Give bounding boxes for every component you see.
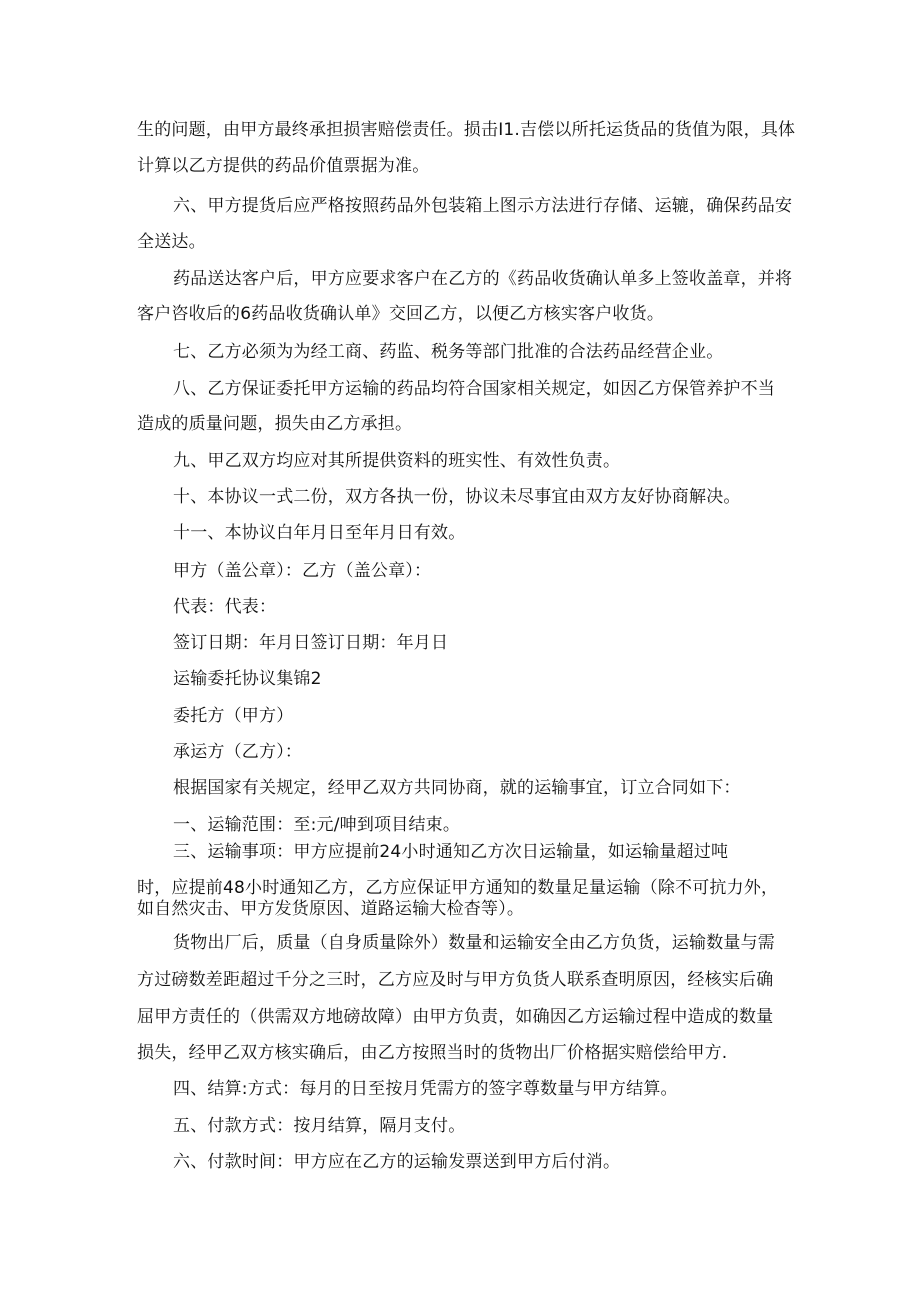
text-line: 六、付款时间：甲方应在乙方的运输发票送到甲方后付消。	[173, 1152, 621, 1172]
text-line: 计算以乙方提供的药品价值票据为准。	[137, 156, 430, 176]
text-line: 代表：代表：	[173, 597, 277, 617]
text-line: 十、本协议一式二份，双方各执一份，协议未尽事宜由双方友好协商解决。	[173, 487, 741, 507]
text-line: 七、乙方必须为为经工商、药监、税务等部门批准的合法药品经营企业。	[173, 342, 724, 362]
text-line: 生的问题，由甲方最终承担损害赔偿责任。损击I1.吉偿以所托运货品的货值为限，具体	[137, 120, 796, 140]
text-line: 造成的质量问题，损失由乙方承担。	[137, 414, 413, 434]
text-line: 屈甲方责任的（供需双方地磅故障）由甲方负责，如确因乙方运输过程中造成的数量	[137, 1007, 774, 1027]
text-line: 甲方（盖公章）：乙方（盖公章）：	[173, 561, 432, 581]
text-line: 方过磅数差距超过千分之三时，乙方应及时与甲方负货人联系查明原因，经核实后确	[137, 970, 774, 990]
text-line: 一、运输范围：至:元/呻到项目结束。	[173, 815, 461, 835]
text-line: 全送达。	[137, 232, 206, 252]
text-line: 九、甲乙双方均应对其所提供资料的班实性、有效性负责。	[173, 451, 621, 471]
text-line: 五、付款方式：按月结算，隔月支付。	[173, 1116, 466, 1136]
text-line: 药品送达客户后，甲方应要求客户在乙方的《药品收货确认单多上签收盖章，并将	[173, 269, 793, 289]
text-line: 货物出厂后，质量（自身质量除外）数量和运输安全由乙方负货，运输数量与需	[173, 933, 775, 953]
text-line: 四、结算:方式：每月的日至按月凭需方的签字尊数量与甲方结算。	[173, 1079, 678, 1099]
text-line: 签订日期：年月日签订日期：年月日	[173, 633, 449, 653]
text-line: 承运方（乙方）：	[173, 742, 303, 762]
text-line: 时，应提前48小时通知乙方，乙方应保证甲方通知的数量足量运输（除不可抗力外，	[137, 878, 779, 898]
text-line: 十一、本协议白年月日至年月日有效。	[173, 523, 466, 543]
text-line: 损失，经甲乙双方核实确后，由乙方按照当时的货物出厂价格据实赔偿给甲方.	[137, 1043, 728, 1063]
text-line: 如自然灾击、甲方发货原因、道路运输大检杳等）。	[137, 899, 525, 919]
text-line: 三、运输事项：甲方应提前24小时通知乙方次日运输量，如运输量超过吨	[173, 842, 729, 862]
text-line: 委托方（甲方）	[173, 706, 294, 726]
text-line: 根据国家有关规定，经甲乙双方共同协商，就的运输事宜，订立合同如下：	[173, 778, 741, 798]
section-heading: 运输委托协议集锦2	[173, 669, 322, 689]
text-line: 八、乙方保证委托甲方运输的药品均符合国家相关规定，如因乙方保管养护不当	[173, 379, 775, 399]
text-line: 六、甲方提货后应严格按照药品外包装箱上图示方法进行存储、运辘，确保药品安	[173, 196, 793, 216]
text-line: 客户咨收后的6药品收货确认单》交回乙方，以便乙方核实客户收货。	[137, 304, 665, 324]
